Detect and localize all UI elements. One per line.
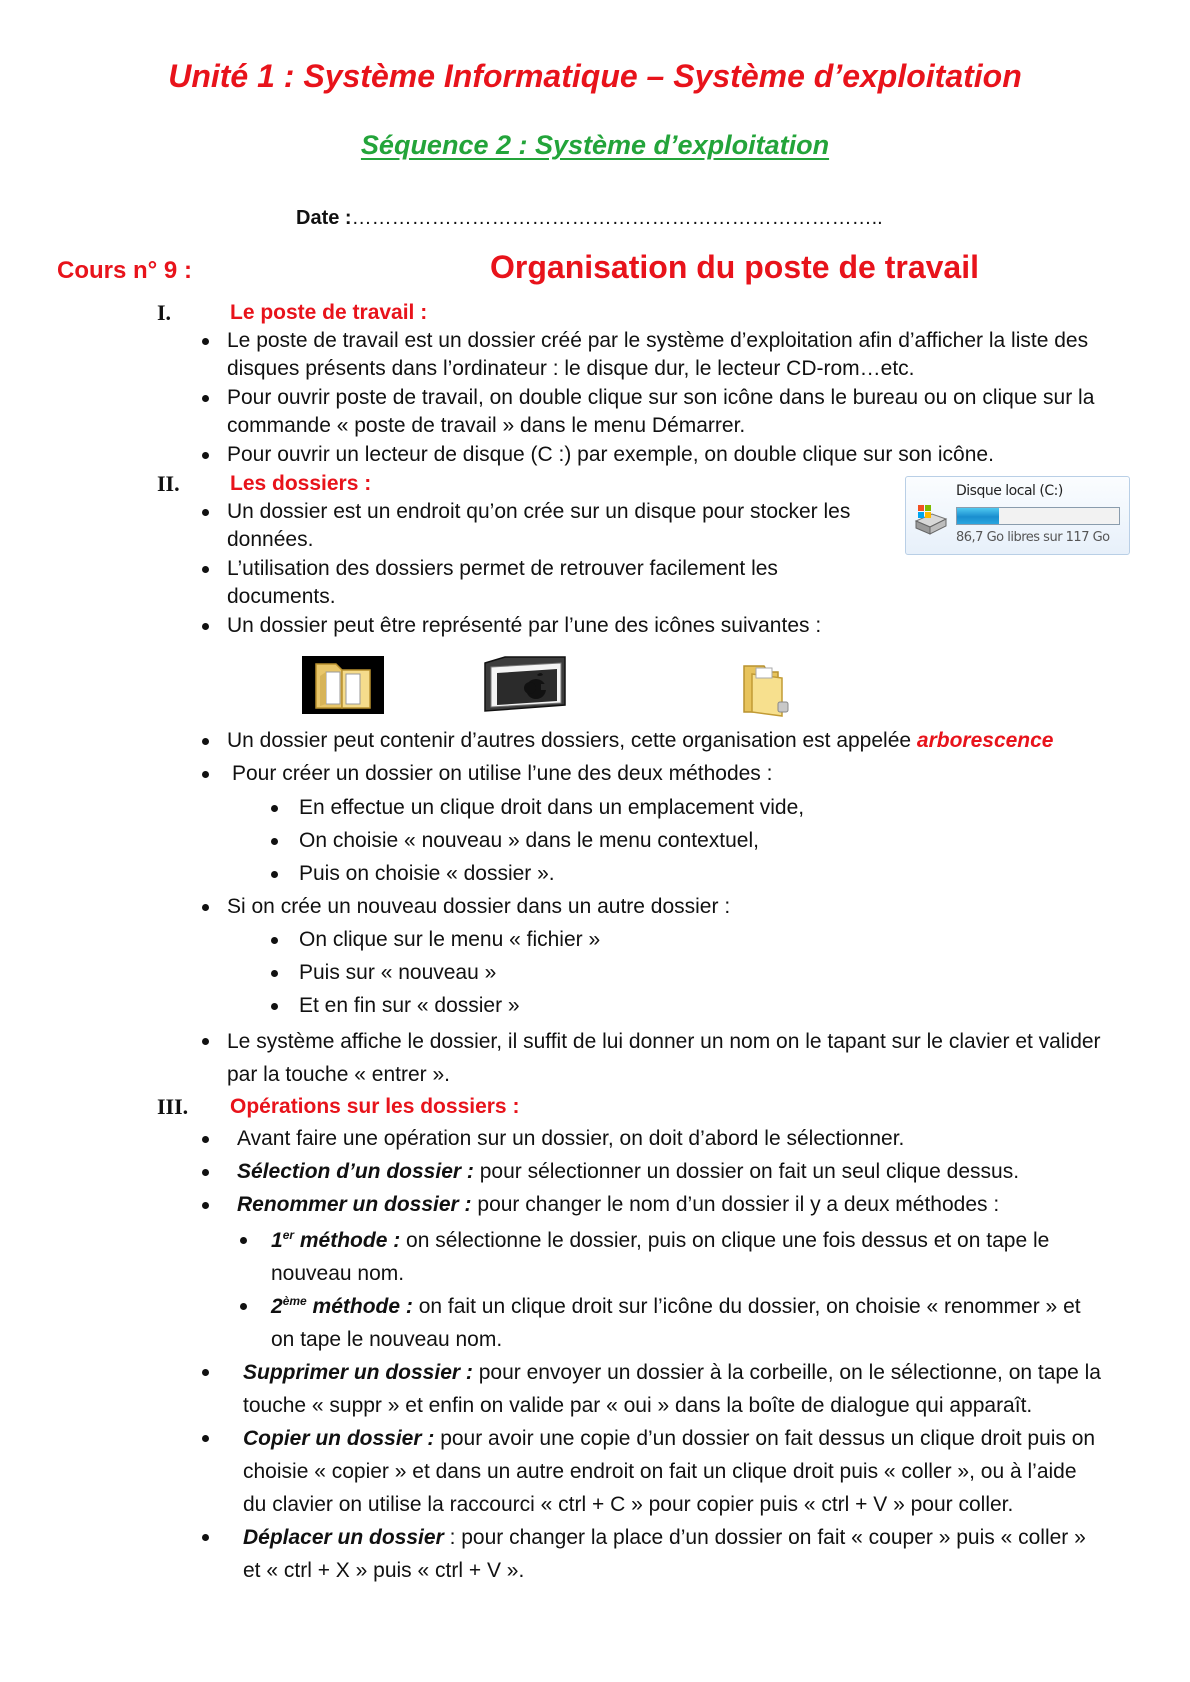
disk-usage-bar <box>956 507 1120 525</box>
main-title: Unité 1 : Système Informatique – Système d’exploitation <box>168 58 1022 94</box>
list-item: Un dossier est un endroit qu’on crée sur un disque pour stocker les données. <box>227 498 850 554</box>
bullet-icon <box>240 1303 247 1310</box>
disk-free-space: 86,7 Go libres sur 117 Go <box>956 530 1110 545</box>
list-item: Pour ouvrir poste de travail, on double clique sur son icône dans le bureau ou on clique sur la commande « poste de travail » dans le menu Démarrer. <box>227 384 1094 440</box>
list-item: Si on crée un nouveau dossier dans un autre dossier : <box>227 893 730 921</box>
list-item: Pour créer un dossier on utilise l’une des deux méthodes : <box>232 760 772 788</box>
disk-usage-fill <box>957 508 999 524</box>
section-2-heading: Les dossiers : <box>230 472 372 495</box>
bullet-icon <box>202 509 209 516</box>
bullet-icon <box>271 1003 278 1010</box>
list-item: Renommer un dossier : pour changer le nom d’un dossier il y a deux méthodes : <box>237 1191 999 1219</box>
bullet-icon <box>202 623 209 630</box>
bullet-icon <box>202 904 209 911</box>
bullet-icon <box>202 1136 209 1143</box>
list-item: Puis on choisie « dossier ». <box>299 860 555 888</box>
sequence-title: Séquence 2 : Système d’exploitation <box>360 130 830 160</box>
list-item: Et en fin sur « dossier » <box>299 992 520 1020</box>
list-item: On clique sur le menu « fichier » <box>299 926 600 954</box>
bullet-icon <box>271 805 278 812</box>
list-item: Le poste de travail est un dossier créé par le système d’exploitation afin d’afficher la liste des disques présents dans l’ordinateur : le disque dur, le lecteur CD-rom…etc. <box>227 327 1088 383</box>
bullet-icon <box>271 937 278 944</box>
list-item: 2ème méthode : on fait un clique droit sur l’icône du dossier, on choisie « renommer » et on tape le nouveau nom. <box>271 1290 1081 1356</box>
list-item: Copier un dossier : pour avoir une copie d’un dossier on fait dessus un clique droit puis on choisie « copier » et dans un autre endroit on fait un clique droit puis « coller », ou à l’aide du clavier on utilise la raccourci « ctrl + C » pour copier puis « ctrl + V » pour coller. <box>243 1422 1095 1521</box>
section-2-numeral: II. <box>157 471 180 496</box>
hard-drive-icon <box>912 503 950 539</box>
bullet-icon <box>271 970 278 977</box>
disk-drive-widget[interactable] <box>905 476 1130 555</box>
arborescence-term: arborescence <box>916 729 1054 752</box>
bullet-icon <box>202 338 209 345</box>
bullet-icon <box>271 838 278 845</box>
list-item: En effectue un clique droit dans un emplacement vide, <box>299 794 804 822</box>
cours-title: Organisation du poste de travail <box>490 249 979 285</box>
folder-yellow-icon <box>738 662 796 720</box>
list-item: Puis sur « nouveau » <box>299 959 496 987</box>
disk-label: Disque local (C:) <box>956 483 1063 499</box>
cours-label: Cours n° 9 : <box>57 257 192 284</box>
folder-black-icon <box>302 656 384 714</box>
list-item: L’utilisation des dossiers permet de retrouver facilement les documents. <box>227 555 778 611</box>
bullet-icon <box>240 1237 247 1244</box>
list-item: On choisie « nouveau » dans le menu contextuel, <box>299 827 759 855</box>
list-item: Sélection d’un dossier : pour sélectionner un dossier on fait un seul clique dessus. <box>237 1158 1019 1186</box>
bullet-icon <box>202 566 209 573</box>
date-line <box>296 207 883 230</box>
bullet-icon <box>202 1038 209 1045</box>
date-label: Date : <box>296 207 352 229</box>
section-3-heading: Opérations sur les dossiers : <box>230 1095 520 1118</box>
bullet-icon <box>202 1435 209 1442</box>
list-item: Déplacer un dossier : pour changer la place d’un dossier on fait « couper » puis « coller » et « ctrl + X » puis « ctrl + V ». <box>243 1521 1086 1587</box>
folder-apple-icon <box>481 653 571 713</box>
list-item: Un dossier peut être représenté par l’une des icônes suivantes : <box>227 612 821 640</box>
list-item: Pour ouvrir un lecteur de disque (C :) par exemple, on double clique sur son icône. <box>227 441 994 469</box>
list-item: Le système affiche le dossier, il suffit de lui donner un nom on le tapant sur le clavier et valider par la touche « entrer ». <box>227 1025 1101 1091</box>
list-item: Supprimer un dossier : pour envoyer un dossier à la corbeille, on le sélectionne, on tape la touche « suppr » et enfin on valide par « oui » dans la boîte de dialogue qui apparaît. <box>243 1356 1101 1422</box>
bullet-icon <box>202 395 209 402</box>
bullet-icon <box>202 738 209 745</box>
bullet-icon <box>202 1202 209 1209</box>
list-item: Avant faire une opération sur un dossier, on doit d’abord le sélectionner. <box>237 1125 904 1153</box>
section-1-heading: Le poste de travail : <box>230 301 428 324</box>
list-item: 1er méthode : on sélectionne le dossier, puis on clique une fois dessus et on tape le nouveau nom. <box>271 1224 1049 1290</box>
list-item: Un dossier peut contenir d’autres dossiers, cette organisation est appelée arborescence <box>227 727 1054 755</box>
bullet-icon <box>202 1534 209 1541</box>
bullet-icon <box>202 1169 209 1176</box>
bullet-icon <box>202 1369 209 1376</box>
bullet-icon <box>271 871 278 878</box>
date-dots: …………………………………………………………………….. <box>351 207 883 229</box>
section-3-numeral: III. <box>157 1094 189 1119</box>
bullet-icon <box>202 771 209 778</box>
section-1-numeral: I. <box>157 300 172 325</box>
bullet-icon <box>202 452 209 459</box>
